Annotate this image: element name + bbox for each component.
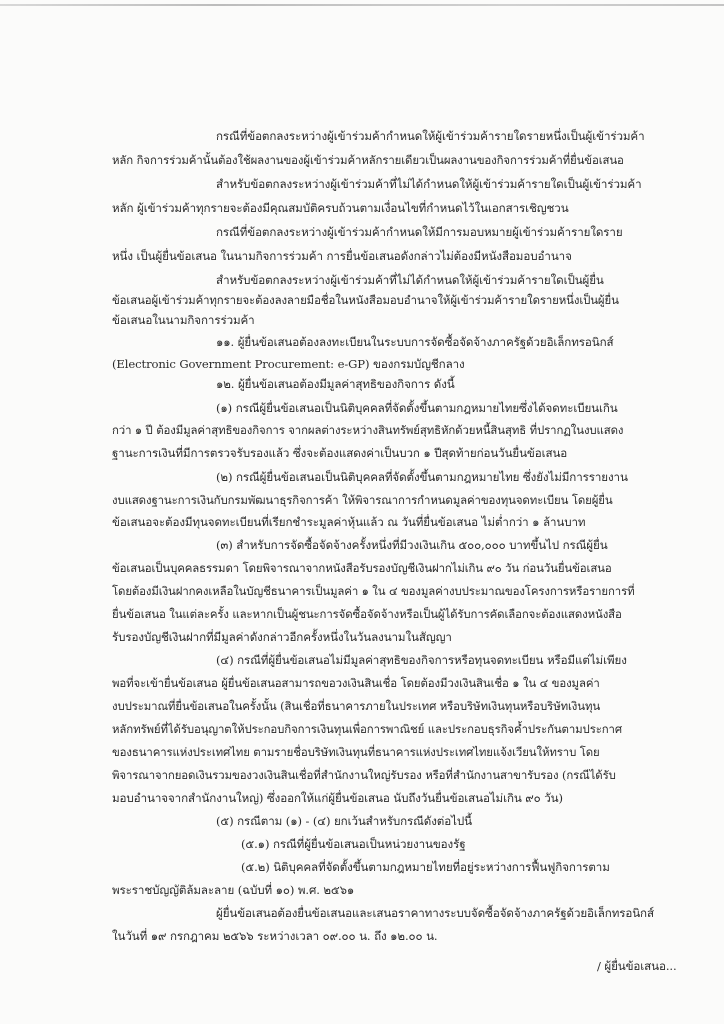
text-line: ข้อเสนอในนามกิจการร่วมค้า xyxy=(112,313,255,327)
text-line: กรณีที่ข้อตกลงระหว่างผู้เข้าร่วมค้ากำหนดให้มีการมอบหมายผู้เข้าร่วมค้ารายใดราย xyxy=(216,225,623,239)
text-line: (๕.๑) กรณีที่ผู้ยื่นข้อเสนอเป็นหน่วยงานของรัฐ xyxy=(241,837,466,851)
text-line: มอบอำนาจจากสำนักงานใหญ่) ซึ่งออกให้แก่ผู้ยื่นข้อเสนอ นับถึงวันยื่นข้อเสนอไม่เกิน ๙๐ วัน) xyxy=(112,791,563,805)
text-line: งบประมาณที่ยื่นข้อเสนอในครั้งนั้น (สินเชื่อที่ธนาคารภายในประเทศ หรือบริษัทเงินทุนหรือบริษัทเงินทุน xyxy=(112,699,601,713)
text-line: สำหรับข้อตกลงระหว่างผู้เข้าร่วมค้าที่ไม่ได้กำหนดให้ผู้เข้าร่วมค้ารายใดเป็นผู้เข้าร่วมค้า xyxy=(216,177,642,191)
text-line: ข้อเสนอผู้เข้าร่วมค้าทุกรายจะต้องลงลายมือชื่อในหนังสือมอบอำนาจให้ผู้เข้าร่วมค้ารายใดรายหนึ่งเป็นผู้ยื่น xyxy=(112,293,619,307)
text-line: ผู้ยื่นข้อเสนอต้องยื่นข้อเสนอและเสนอราคาทางระบบจัดซื้อจัดจ้างภาครัฐด้วยอิเล็กทรอนิกส์ xyxy=(216,906,654,920)
text-line: ในวันที่ ๑๙ กรกฎาคม ๒๕๖๖ ระหว่างเวลา ๐๙.๐๐ น. ถึง ๑๒.๐๐ น. xyxy=(112,929,438,943)
text-line: กรณีที่ข้อตกลงระหว่างผู้เข้าร่วมค้ากำหนดให้ผู้เข้าร่วมค้ารายใดรายหนึ่งเป็นผู้เข้าร่วมค้า xyxy=(216,129,645,143)
text-line: (๑) กรณีผู้ยื่นข้อเสนอเป็นนิติบุคคลที่จัดตั้งขึ้นตามกฎหมายไทยซึ่งได้จดทะเบียนเกิน xyxy=(216,401,618,415)
text-line: สำหรับข้อตกลงระหว่างผู้เข้าร่วมค้าที่ไม่ได้กำหนดให้ผู้เข้าร่วมค้ารายใดเป็นผู้ยื่น xyxy=(216,273,604,287)
text-line: โดยต้องมีเงินฝากคงเหลือในบัญชีธนาคารเป็นมูลค่า ๑ ใน ๔ ของมูลค่างบประมาณของโครงการหรือรายการที่ xyxy=(112,584,635,598)
text-line: ข้อเสนอเป็นบุคคลธรรมดา โดยพิจารณาจากหนังสือรับรองบัญชีเงินฝากไม่เกิน ๙๐ วัน ก่อนวันยื่นข้อเสนอ xyxy=(112,561,612,575)
text-line: พิจารณาจากยอดเงินรวมของวงเงินสินเชื่อที่สำนักงานใหญ่รับรอง หรือที่สำนักงานสาขารับรอง (กรณีได้รับ xyxy=(112,768,616,782)
text-line: พอที่จะเข้ายื่นข้อเสนอ ผู้ยื่นข้อเสนอสามารถขอวงเงินสินเชื่อ โดยต้องมีวงเงินสินเชื่อ ๑ ใน ๔ ของมูลค่า xyxy=(112,676,600,690)
text-line: กว่า ๑ ปี ต้องมีมูลค่าสุทธิของกิจการ จากผลต่างระหว่างสินทรัพย์สุทธิหักด้วยหนี้สินสุทธิ ที่ปรากฏในงบแสดง xyxy=(112,423,624,437)
text-line: หลัก กิจการร่วมค้านั้นต้องใช้ผลงานของผู้เข้าร่วมค้าหลักรายเดียวเป็นผลงานของกิจการร่วมค้าที่ยื่นข้อเสนอ xyxy=(112,153,624,167)
text-line: (๓) สำหรับการจัดซื้อจัดจ้างครั้งหนึ่งที่มีวงเงินเกิน ๕๐๐,๐๐๐ บาทขึ้นไป กรณีผู้ยื่น xyxy=(216,538,608,552)
text-line: ยื่นข้อเสนอ ในแต่ละครั้ง และหากเป็นผู้ชนะการจัดซื้อจัดจ้างหรือเป็นผู้ได้รับการคัดเลือกจะต้องแสดงหนังสือ xyxy=(112,607,622,621)
text-line: (๕.๒) นิติบุคคลที่จัดตั้งขึ้นตามกฎหมายไทยที่อยู่ระหว่างการฟื้นฟูกิจการตาม xyxy=(241,860,610,874)
text-line: ข้อเสนอจะต้องมีทุนจดทะเบียนที่เรียกชำระมูลค่าหุ้นแล้ว ณ วันที่ยื่นข้อเสนอ ไม่ต่ำกว่า ๑ ล้านบาท xyxy=(112,515,586,529)
text-line: ของธนาคารแห่งประเทศไทย ตามรายชื่อบริษัทเงินทุนที่ธนาคารแห่งประเทศไทยแจ้งเวียนให้ทราบ โดย xyxy=(112,745,600,759)
text-line: พระราชบัญญัติล้มละลาย (ฉบับที่ ๑๐) พ.ศ. ๒๕๖๑ xyxy=(112,883,355,897)
text-line: (๒) กรณีผู้ยื่นข้อเสนอเป็นนิติบุคคลที่จัดตั้งขึ้นตามกฎหมายไทย ซึ่งยังไม่มีการรายงาน xyxy=(216,470,628,484)
text-line: รับรองบัญชีเงินฝากที่มีมูลค่าดังกล่าวอีกครั้งหนึ่งในวันลงนามในสัญญา xyxy=(112,630,452,644)
text-line: หลักทรัพย์ที่ได้รับอนุญาตให้ประกอบกิจการเงินทุนเพื่อการพาณิชย์ และประกอบธุรกิจค้ำประกันตามประกาศ xyxy=(112,722,622,736)
section-11-heading: ๑๑. ผู้ยื่นข้อเสนอต้องลงทะเบียนในระบบการจัดซื้อจัดจ้างภาครัฐด้วยอิเล็กทรอนิกส์ xyxy=(216,335,614,349)
continuation-footer: / ผู้ยื่นข้อเสนอ... xyxy=(597,959,677,973)
text-line: ฐานะการเงินที่มีการตรวจรับรองแล้ว ซึ่งจะต้องแสดงค่าเป็นบวก ๑ ปีสุดท้ายก่อนวันยื่นข้อเสนอ xyxy=(112,446,568,460)
section-12-heading: ๑๒. ผู้ยื่นข้อเสนอต้องมีมูลค่าสุทธิของกิจการ ดังนี้ xyxy=(216,377,455,391)
text-line: (๕) กรณีตาม (๑) - (๔) ยกเว้นสำหรับกรณีดังต่อไปนี้ xyxy=(216,814,472,828)
text-line: (๔) กรณีที่ผู้ยื่นข้อเสนอไม่มีมูลค่าสุทธิของกิจการหรือทุนจดทะเบียน หรือมีแต่ไม่เพียง xyxy=(216,653,627,667)
text-line: หนึ่ง เป็นผู้ยื่นข้อเสนอ ในนามกิจการร่วมค้า การยื่นข้อเสนอดังกล่าวไม่ต้องมีหนังสือมอบอำนาจ xyxy=(112,249,572,263)
text-line: งบแสดงฐานะการเงินกับกรมพัฒนาธุรกิจการค้า ให้พิจารณาการกำหนดมูลค่าของทุนจดทะเบียน โดยผู้ยื่น xyxy=(112,493,613,507)
text-line: (Electronic Government Procurement: e-GP) ของกรมบัญชีกลาง xyxy=(112,357,465,371)
text-line: หลัก ผู้เข้าร่วมค้าทุกรายจะต้องมีคุณสมบัติครบถ้วนตามเงื่อนไขที่กำหนดไว้ในเอกสารเชิญชวน xyxy=(112,201,569,215)
